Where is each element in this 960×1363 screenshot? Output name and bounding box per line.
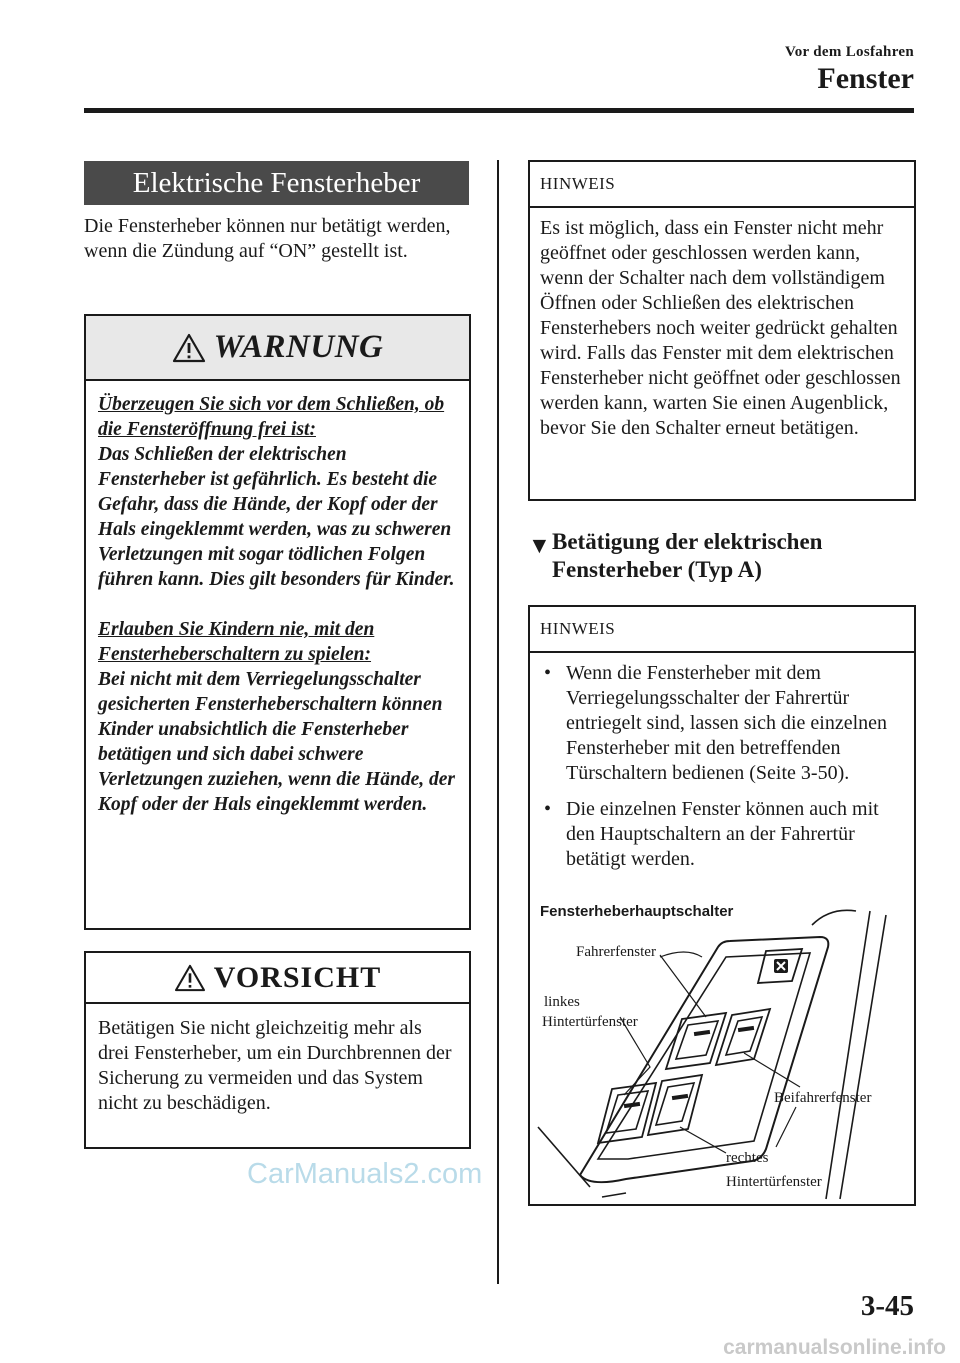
warning-heading-1: Überzeugen Sie sich vor dem Schließen, ob die Fensteröffnung frei ist: [98,394,445,440]
window-switch-illustration [530,897,914,1202]
list-item-text: Wenn die Fensterheber mit dem Verriegelungsschalter der Fahrertür entriegelt sind, lassen sich die einzelnen Fensterheber mit den betreffenden Türschaltern bedienen (Seite 3-50). [566,662,888,784]
note-box-1 [528,160,916,501]
warning-heading-2: Erlauben Sie Kindern nie, mit den Fensterheberschaltern zu spielen: [98,619,375,665]
section-title: Elektrische Fensterheber [84,161,469,205]
caution-header [86,953,469,1004]
figure-label-rear-right-1: rechtes [726,1150,769,1166]
warning-paragraph-1: Das Schließen der elektrischen Fensterheber ist gefährlich. Es besteht die Gefahr, dass die Hände, der Kopf oder der Hals eingeklemmt werden, was zu schweren Verletzungen mit sogar tödlichen Folgen führen kann. Dies gilt besonders für Kinder. [98,444,455,590]
watermark-right: carmanualsonline.info [723,1336,946,1359]
note-text: Es ist möglich, dass ein Fenster nicht mehr geöffnet oder geschlossen werden kann, wenn der Schalter nach dem vollständigem Öffnen oder Schließen des elektrischen Fensterhebers noch weiter gedrückt gehalten wird. Falls das Fenster mit dem elektrischen Fensterheber nicht geöffnet oder geschlossen werden kann, warten Sie einen Augenblick, bevor Sie den Schalter erneut betätigen. [540,217,901,439]
figure-label-rear-right-2: Hintertürfenster [726,1174,822,1190]
bullet-icon: • [544,798,552,820]
subsection-heading [528,528,912,584]
warning-body [86,381,469,817]
page-title: Fenster [817,62,914,95]
note-label: HINWEIS [530,607,914,653]
note-box-2 [528,605,916,1206]
triangle-down-icon: ▼ [528,533,551,558]
page-number: 3-45 [860,1290,914,1322]
figure-label-rear-left-2: Hintertürfenster [542,1014,638,1030]
figure-label-rear-left-1: linkes [544,994,580,1010]
chapter-title: Vor dem Losfahren [784,44,914,60]
list-item [540,661,904,786]
list-item-text: Die einzelnen Fenster können auch mit den Hauptschaltern an der Fahrertür betätigt werden. [566,798,879,870]
figure-label-driver: Fahrerfenster [576,944,656,960]
note-label: HINWEIS [530,162,914,208]
header-rule [84,108,914,113]
column-divider [497,160,499,1284]
warning-title: WARNUNG [213,329,384,365]
caution-title: VORSICHT [213,960,382,994]
subsection-title: Betätigung der elektrischen Fensterheber (Typ A) [552,529,823,582]
figure-label-main-switch: Fensterheberhauptschalter [540,903,734,920]
warning-triangle-icon [172,333,206,363]
bullet-icon: • [544,662,552,684]
caution-text: Betätigen Sie nicht gleichzeitig mehr als drei Fensterheber, um ein Durchbrennen der Sicherung zu vermeiden und das System nicht zu beschädigen. [98,1017,452,1114]
caution-triangle-icon [174,964,206,992]
caution-box [84,951,471,1149]
section-intro: Die Fensterheber können nur betätigt werden, wenn die Zündung auf “ON” gestellt ist. [84,215,451,262]
warning-paragraph-2: Bei nicht mit dem Verriegelungsschalter gesicherten Fensterheberschaltern können Kinder unabsichtlich die Fensterheber betätigen und sich dabei schwere Verletzungen zuziehen, wenn die Hände, der Kopf oder der Hals eingeklemmt werden. [98,669,456,815]
warning-box [84,314,471,930]
list-item [540,797,904,872]
warning-header [86,316,469,381]
figure-label-passenger: Beifahrerfenster [774,1090,872,1106]
watermark-left: CarManuals2.com [247,1158,483,1190]
